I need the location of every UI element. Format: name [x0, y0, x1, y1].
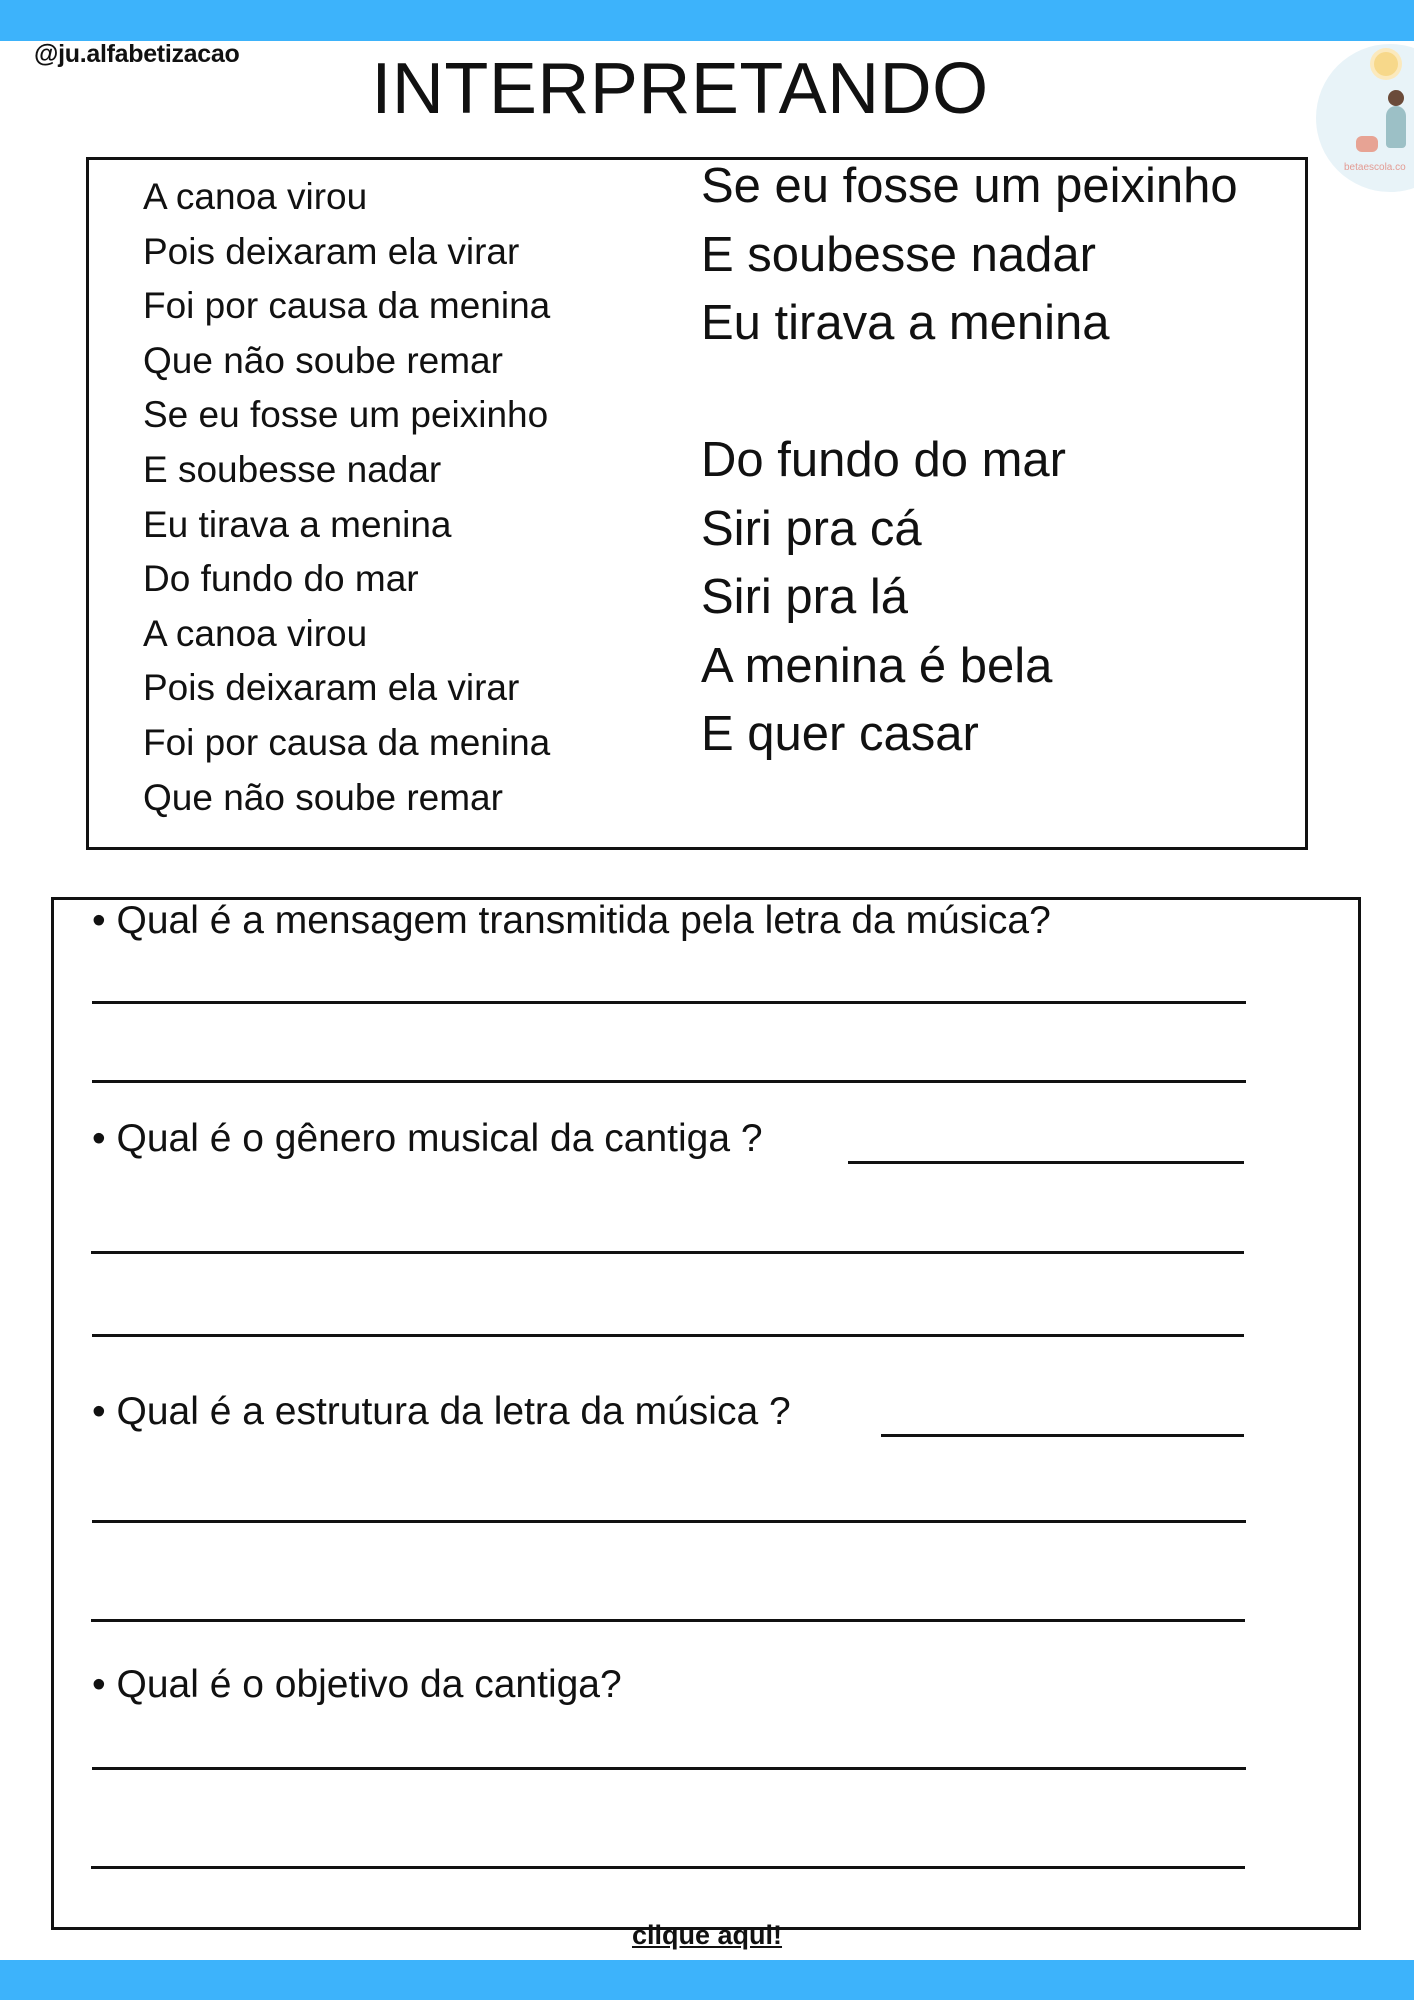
- question-2: • Qual é o gênero musical da cantiga ?: [92, 1117, 763, 1160]
- lyric-line: E soubesse nadar: [143, 448, 442, 490]
- lyric-line: Do fundo do mar: [701, 433, 1066, 487]
- bottom-banner: [0, 1960, 1414, 2000]
- lyric-line: Se eu fosse um peixinho: [701, 159, 1238, 213]
- author-handle: @ju.alfabetizacao: [34, 40, 240, 68]
- lyric-line: Que não soube remar: [143, 339, 503, 381]
- lyric-line: Foi por causa da menina: [143, 285, 551, 327]
- teacher-head-icon: [1388, 90, 1404, 106]
- lyric-line: E quer casar: [701, 707, 979, 761]
- lyric-line: Siri pra lá: [701, 570, 908, 624]
- logo-watermark: betaescola.co: [1344, 162, 1406, 173]
- answer-line[interactable]: [848, 1161, 1244, 1164]
- answer-line[interactable]: [91, 1866, 1245, 1869]
- lyric-line: Se eu fosse um peixinho: [143, 394, 549, 436]
- answer-line[interactable]: [92, 1767, 1246, 1770]
- lyric-line: Do fundo do mar: [143, 558, 419, 600]
- answer-line[interactable]: [92, 1001, 1246, 1004]
- question-3: • Qual é a estrutura da letra da música ?: [92, 1390, 791, 1433]
- lyrics-left-column: [143, 170, 550, 825]
- lyric-line: Pois deixaram ela virar: [143, 230, 520, 272]
- lyric-spacer: [701, 358, 1238, 427]
- top-banner: [0, 0, 1414, 41]
- child-figure-icon: [1356, 136, 1378, 152]
- lyric-line: Pois deixaram ela virar: [143, 667, 520, 709]
- answer-line[interactable]: [92, 1080, 1246, 1083]
- answer-line[interactable]: [92, 1334, 1244, 1337]
- answer-line[interactable]: [91, 1619, 1245, 1622]
- sun-icon: [1374, 52, 1398, 76]
- question-4: • Qual é o objetivo da cantiga?: [92, 1663, 622, 1706]
- answer-line[interactable]: [92, 1520, 1246, 1523]
- answer-line[interactable]: [91, 1251, 1244, 1254]
- question-1: • Qual é a mensagem transmitida pela letra da música?: [92, 899, 1051, 942]
- answer-line[interactable]: [881, 1434, 1244, 1437]
- lyric-line: A canoa virou: [143, 612, 368, 654]
- teacher-figure-icon: [1386, 106, 1406, 148]
- lyric-line: E soubesse nadar: [701, 227, 1096, 282]
- lyric-line: Foi por causa da menina: [143, 721, 551, 763]
- lyric-line: Eu tirava a menina: [143, 503, 452, 545]
- lyric-line: Siri pra cá: [701, 501, 922, 556]
- lyric-line: A menina é bela: [701, 638, 1053, 693]
- lyric-line: Que não soube remar: [143, 776, 503, 818]
- lyric-line: A canoa virou: [143, 176, 368, 217]
- page-title: INTERPRETANDO: [371, 49, 989, 129]
- click-here-link[interactable]: clique aqui!: [631, 1920, 783, 1950]
- lyric-line: Eu tirava a menina: [701, 296, 1110, 350]
- lyrics-right-column: [701, 152, 1238, 769]
